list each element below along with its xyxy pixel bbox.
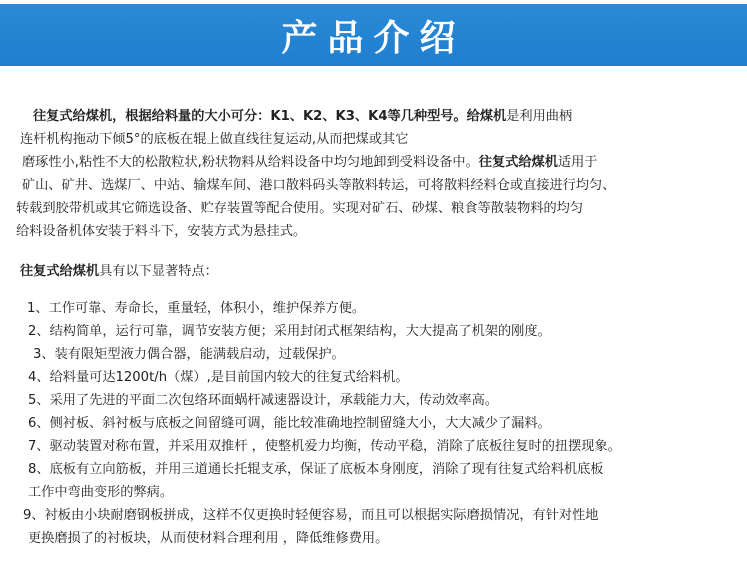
feature-item: 7、驱动装置对称布置，并采用双推杆 ，使整机爱力均衡，传动平稳，消除了底板往复时的扭摆现象。 [28, 439, 621, 454]
feature-item: 9、衬板由小块耐磨钢板拼成，这样不仅更换时轻便容易，而且可以根据实际磨损情况，有针对性地 [23, 508, 599, 523]
intro-text: 适用于 [557, 155, 598, 170]
feature-item: 5、采用了先进的平面二次包络环面蜗杆减速器设计，承载能力大，传动效率高。 [28, 393, 498, 408]
product-name: 往复式给煤机 [33, 109, 113, 124]
feature-item: 6、侧衬板、斜衬板与底板之间留缝可调，能比较准确地控制留缝大小，大大减少了漏料。 [28, 416, 551, 431]
intro-line-1 [33, 107, 572, 127]
features-heading [20, 262, 218, 282]
product-name: 往复式给煤机 [20, 264, 100, 279]
intro-line-2: 连杆机构拖动下倾5°的底板在辊上做直线往复运动,从而把煤或其它 [20, 132, 409, 147]
intro-line-3 [22, 153, 597, 173]
model-list: ，根据给料量的大小可分：K1、K2、K3、K4等几种型号。 [112, 109, 467, 124]
product-short-name: 给煤机 [466, 109, 507, 124]
header-banner [0, 4, 747, 66]
feature-item: 8、底板有立向筋板，并用三道通长托辊支承，保证了底板本身刚度，消除了现有往复式给料机底板 [28, 462, 604, 477]
intro-text: 磨琢性小,粘性不大的松散粒状,粉状物料从给料设备中均匀地卸到受料设备中。 [22, 155, 479, 170]
feature-item: 2、结构简单，运行可靠，调节安装方便；采用封闭式框架结构，大大提高了机架的刚度。 [28, 324, 551, 339]
intro-line-6: 给料设备机体安装于料斗下，安装方式为悬挂式。 [16, 224, 307, 239]
features-heading-text: 具有以下显著特点： [99, 264, 218, 279]
feature-item: 1、工作可靠、寿命长，重量轻，体积小，维护保养方便。 [27, 301, 366, 316]
intro-text: 是利用曲柄 [506, 109, 573, 124]
feature-item-continued: 更换磨损了的衬板块，从而使材料合理利用 ，降低维修费用。 [28, 531, 389, 546]
feature-item: 3、装有限矩型液力偶合器，能满载启动，过载保护。 [33, 347, 345, 362]
intro-line-5: 转载到胶带机或其它筛选设备、贮存装置等配合使用。实现对矿石、砂煤、粮食等散装物料的均匀 [16, 201, 584, 216]
intro-line-4: 矿山、矿井、选煤厂、中站、输煤车间、港口散料码头等散料转运，可将散料经料仓或直接进行均匀、 [22, 178, 616, 193]
feature-item: 4、给料量可达1200t/h（煤）,是目前国内较大的往复式给料机。 [28, 370, 409, 385]
page-title: 产品介绍 [281, 17, 466, 59]
feature-item-continued: 工作中弯曲变形的弊病。 [28, 485, 174, 500]
product-name: 往复式给煤机 [478, 155, 558, 170]
